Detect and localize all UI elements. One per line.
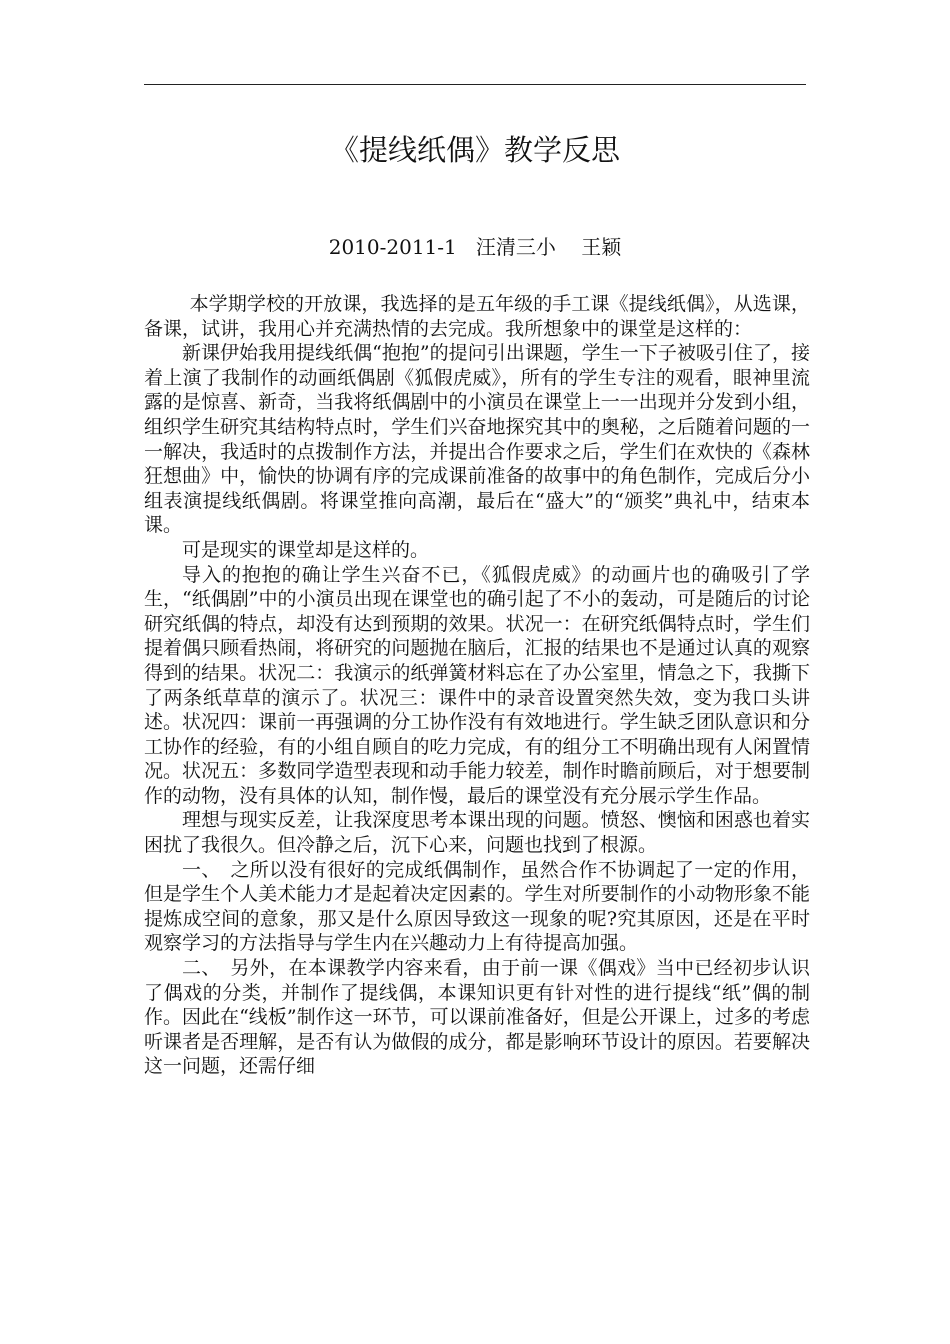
document-byline: 2010-2011-1 汪清三小 王颖	[328, 235, 622, 259]
paragraph: 一、 之所以没有很好的完成纸偶制作，虽然合作不协调起了一定的作用，但是学生个人美术能力才是起着决定因素的。学生对所要制作的小动物形象不能提炼成空间的意象，那又是什么原因导致这一现象的呢?究其原因，还是在平时观察学习的方法指导与学生内在兴趣动力上有待提高加强。	[144, 858, 810, 955]
paragraph: 理想与现实反差，让我深度思考本课出现的问题。愤怒、懊恼和困惑也着实困扰了我很久。但冷静之后，沉下心来，问题也找到了根源。	[144, 809, 810, 857]
paragraph: 二、 另外，在本课教学内容来看，由于前一课《偶戏》当中已经初步认识了偶戏的分类，并制作了提线偶，本课知识更有针对性的进行提线“纸”偶的制作。因此在“线板”制作这一环节，可以课前准备好，但是公开课上，过多的考虑听课者是否理解，是否有认为做假的成分，都是影响环节设计的原因。若要解决这一问题，还需仔细	[144, 957, 810, 1078]
document-body	[144, 292, 810, 1079]
paragraph: 导入的抱抱的确让学生兴奋不已，《狐假虎威》的动画片也的确吸引了学生，“纸偶剧”中的小演员出现在课堂也的确引起了不小的轰动，可是随后的讨论研究纸偶的特点，却没有达到预期的效果。状况一：在研究纸偶特点时，学生们提着偶只顾看热闹，将研究的问题抛在脑后，汇报的结果也不是通过认真的观察得到的结果。状况二：我演示的纸弹簧材料忘在了办公室里，情急之下，我撕下了两条纸草草的演示了。状况三：课件中的录音设置突然失效，变为我口头讲述。状况四：课前一再强调的分工协作没有有效地进行。学生缺乏团队意识和分工协作的经验，有的小组自顾自的吃力完成，有的组分工不明确出现有人闲置情况。状况五：多数同学造型表现和动手能力较差，制作时瞻前顾后，对于想要制作的动物，没有具体的认知，制作慢，最后的课堂没有充分展示学生作品。	[144, 563, 810, 807]
paragraph: 新课伊始我用提线纸偶“抱抱”的提问引出课题，学生一下子被吸引住了，接着上演了我制作的动画纸偶剧《狐假虎威》，所有的学生专注的观看，眼神里流露的是惊喜、新奇，当我将纸偶剧中的小演员在课堂上一一出现并分发到小组，组织学生研究其结构特点时，学生们兴奋地探究其中的奥秘，之后随着问题的一一解决，我适时的点拨制作方法，并提出合作要求之后，学生们在欢快的《森林狂想曲》中，愉快的协调有序的完成课前准备的故事中的角色制作，完成后分小组表演提线纸偶剧。将课堂推向高潮，最后在“盛大”的“颁奖”典礼中，结束本课。	[144, 342, 810, 537]
document-title: 《提线纸偶》教学反思	[329, 133, 620, 167]
paragraph: 本学期学校的开放课，我选择的是五年级的手工课《提线纸偶》，从选课，备课，试讲，我用心并充满热情的去完成。我所想象中的课堂是这样的：	[144, 293, 810, 340]
header-rule	[144, 84, 806, 85]
paragraph: 可是现实的课堂却是这样的。	[182, 538, 430, 561]
